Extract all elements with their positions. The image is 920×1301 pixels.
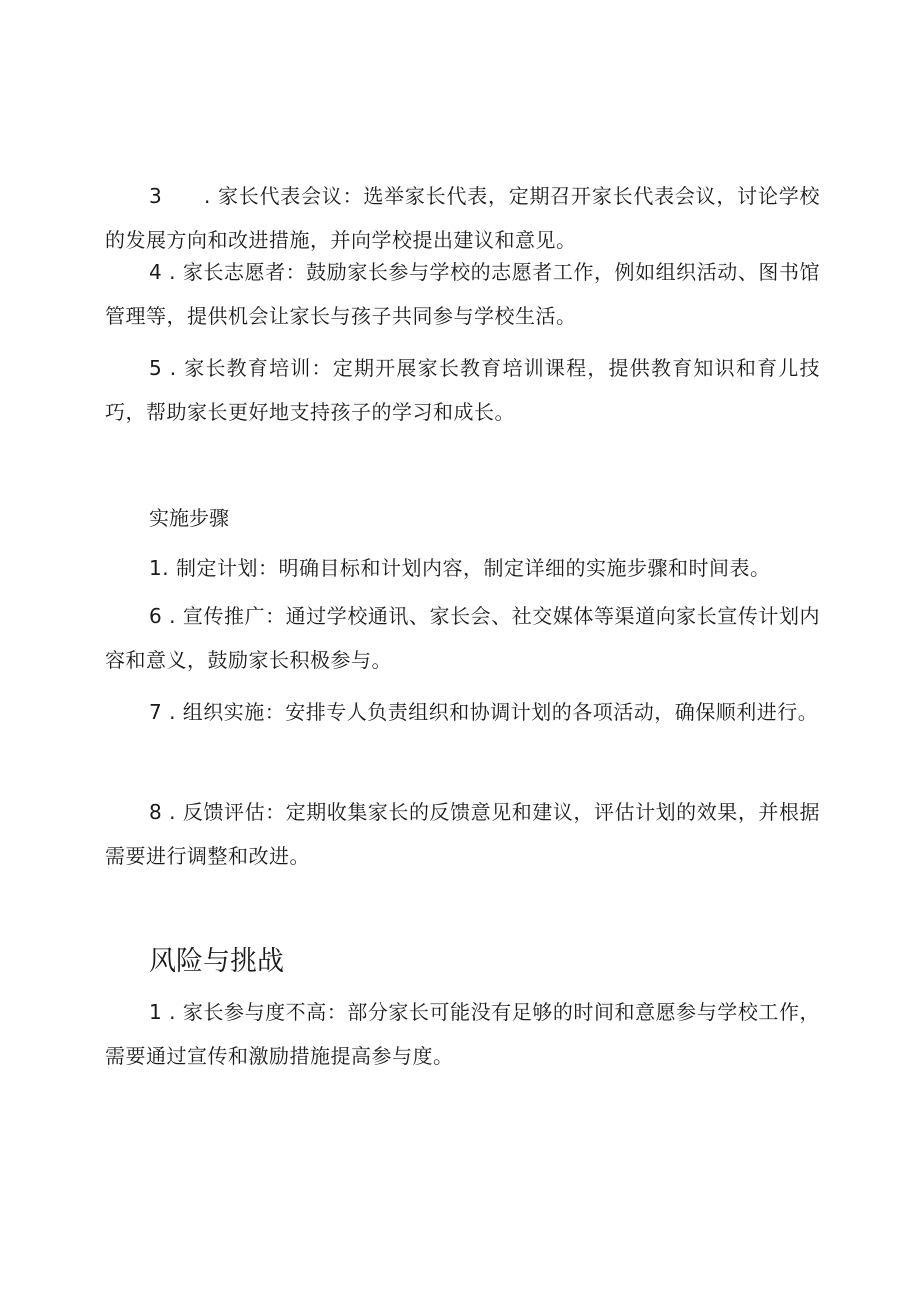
section-title-risks: 风险与挑战 [149, 946, 284, 977]
step-item-plan: 1. 制定计划：明确目标和计划内容，制定详细的实施步骤和时间表。 [149, 556, 771, 580]
paragraph-parent-volunteers: 4 . 家长志愿者：鼓励家长参与学校的志愿者工作，例如组织活动、图书馆管理等，提供机会让家长与孩子共同参与学校生活。 [105, 260, 820, 328]
section-title-steps: 实施步骤 [149, 506, 229, 530]
step-item-promotion: 6 . 宣传推广：通过学校通讯、家长会、社交媒体等渠道向家长宣传计划内容和意义，鼓励家长积极参与。 [105, 604, 820, 672]
step-item-evaluation: 8 . 反馈评估：定期收集家长的反馈意见和建议，评估计划的效果，并根据需要进行调整和改进。 [105, 800, 820, 868]
paragraph-parent-training: 5 . 家长教育培训：定期开展家长教育培训课程，提供教育知识和育儿技巧，帮助家长更好地支持孩子的学习和成长。 [105, 356, 820, 424]
risk-item-participation: 1 . 家长参与度不高：部分家长可能没有足够的时间和意愿参与学校工作，需要通过宣传和激励措施提高参与度。 [105, 1000, 820, 1068]
step-item-implementation: 7 . 组织实施：安排专人负责组织和协调计划的各项活动，确保顺利进行。 [149, 700, 819, 724]
paragraph-parent-representatives: 3 . 家长代表会议：选举家长代表，定期召开家长代表会议，讨论学校的发展方向和改进措施，并向学校提出建议和意见。 [105, 184, 820, 252]
